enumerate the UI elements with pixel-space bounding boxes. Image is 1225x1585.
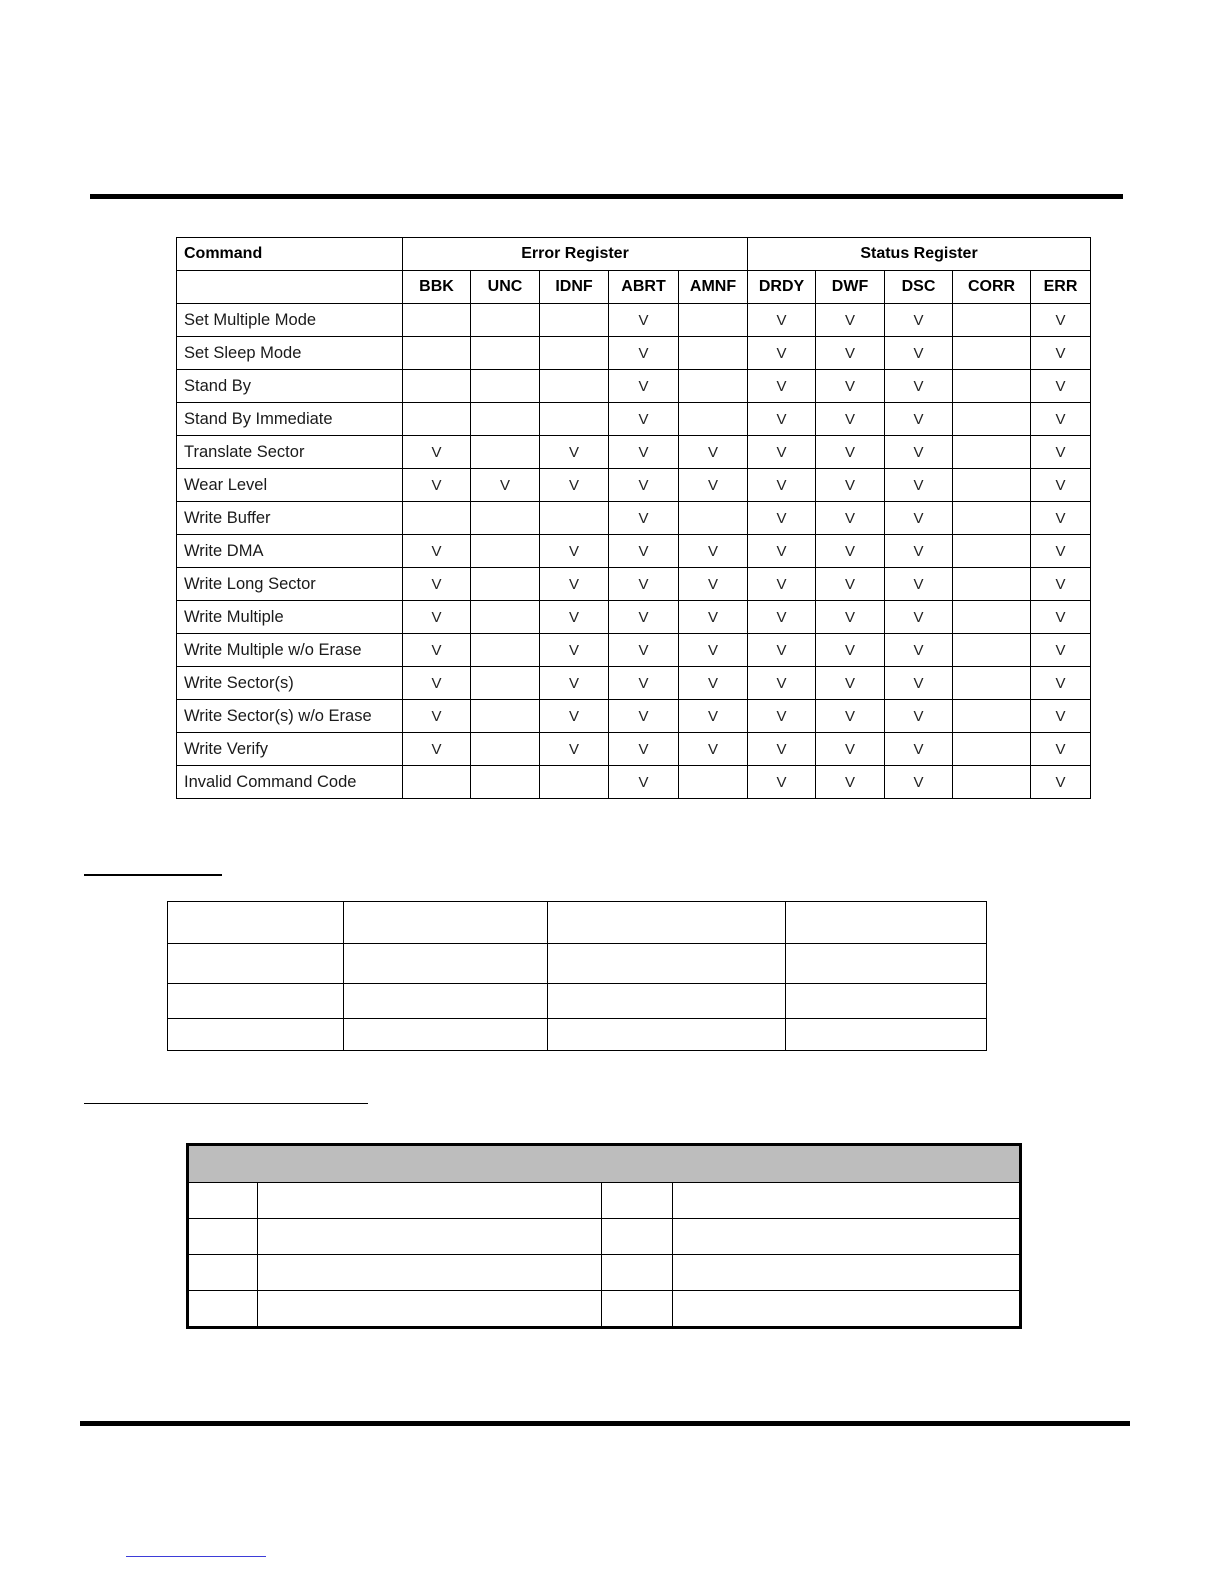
empty-boxed-table bbox=[186, 1143, 1022, 1329]
check-mark-cell: V bbox=[1031, 502, 1091, 535]
check-mark-cell bbox=[953, 502, 1031, 535]
check-mark-cell: V bbox=[885, 535, 953, 568]
check-mark-cell: V bbox=[609, 469, 679, 502]
command-name: Set Multiple Mode bbox=[177, 304, 403, 337]
check-mark-cell bbox=[953, 601, 1031, 634]
check-mark-cell: V bbox=[748, 337, 816, 370]
check-mark-cell: V bbox=[609, 337, 679, 370]
footer-link-underline[interactable] bbox=[126, 1556, 266, 1557]
table-row bbox=[177, 535, 1091, 568]
bit-header-abrt: ABRT bbox=[609, 271, 679, 304]
bit-header-unc: UNC bbox=[471, 271, 540, 304]
check-mark-cell bbox=[471, 502, 540, 535]
check-mark-cell: V bbox=[1031, 535, 1091, 568]
check-mark-cell bbox=[679, 403, 748, 436]
check-mark-cell: V bbox=[748, 733, 816, 766]
check-mark-cell bbox=[540, 766, 609, 799]
check-mark-cell: V bbox=[540, 733, 609, 766]
check-mark-cell bbox=[471, 700, 540, 733]
check-mark-cell: V bbox=[609, 502, 679, 535]
check-mark-cell: V bbox=[885, 403, 953, 436]
table-cell bbox=[673, 1255, 1021, 1291]
bit-header-bbk: BBK bbox=[403, 271, 471, 304]
check-mark-cell bbox=[953, 436, 1031, 469]
check-mark-cell: V bbox=[816, 700, 885, 733]
blank-header-cell bbox=[177, 271, 403, 304]
check-mark-cell: V bbox=[609, 766, 679, 799]
check-mark-cell: V bbox=[816, 304, 885, 337]
check-mark-cell: V bbox=[609, 535, 679, 568]
command-name: Stand By Immediate bbox=[177, 403, 403, 436]
check-mark-cell: V bbox=[816, 766, 885, 799]
check-mark-cell: V bbox=[540, 535, 609, 568]
check-mark-cell: V bbox=[748, 700, 816, 733]
check-mark-cell bbox=[540, 337, 609, 370]
check-mark-cell bbox=[403, 370, 471, 403]
check-mark-cell: V bbox=[816, 535, 885, 568]
check-mark-cell bbox=[953, 337, 1031, 370]
check-mark-cell bbox=[471, 403, 540, 436]
check-mark-cell: V bbox=[816, 634, 885, 667]
command-name: Set Sleep Mode bbox=[177, 337, 403, 370]
check-mark-cell: V bbox=[748, 667, 816, 700]
command-name: Wear Level bbox=[177, 469, 403, 502]
check-mark-cell: V bbox=[816, 436, 885, 469]
check-mark-cell: V bbox=[748, 535, 816, 568]
check-mark-cell bbox=[403, 337, 471, 370]
check-mark-cell: V bbox=[1031, 403, 1091, 436]
check-mark-cell: V bbox=[679, 601, 748, 634]
table-row bbox=[177, 337, 1091, 370]
table-cell bbox=[188, 1219, 258, 1255]
check-mark-cell bbox=[540, 370, 609, 403]
bit-header-dsc: DSC bbox=[885, 271, 953, 304]
check-mark-cell bbox=[679, 370, 748, 403]
check-mark-cell bbox=[403, 502, 471, 535]
check-mark-cell: V bbox=[540, 568, 609, 601]
check-mark-cell bbox=[953, 667, 1031, 700]
table-row bbox=[177, 502, 1091, 535]
check-mark-cell bbox=[953, 403, 1031, 436]
check-mark-cell bbox=[540, 403, 609, 436]
table-cell bbox=[673, 1183, 1021, 1219]
check-mark-cell bbox=[471, 601, 540, 634]
check-mark-cell bbox=[953, 733, 1031, 766]
check-mark-cell bbox=[471, 766, 540, 799]
check-mark-cell: V bbox=[816, 502, 885, 535]
check-mark-cell: V bbox=[885, 304, 953, 337]
check-mark-cell: V bbox=[679, 535, 748, 568]
table-cell bbox=[786, 1019, 987, 1051]
check-mark-cell: V bbox=[1031, 337, 1091, 370]
check-mark-cell bbox=[471, 337, 540, 370]
check-mark-cell bbox=[953, 568, 1031, 601]
table-cell bbox=[258, 1219, 602, 1255]
table-row bbox=[177, 568, 1091, 601]
table-header-row bbox=[188, 1145, 1021, 1183]
check-mark-cell: V bbox=[403, 568, 471, 601]
check-mark-cell bbox=[403, 304, 471, 337]
check-mark-cell: V bbox=[679, 436, 748, 469]
table-cell bbox=[168, 984, 344, 1019]
check-mark-cell: V bbox=[609, 403, 679, 436]
table-cell bbox=[602, 1255, 673, 1291]
check-mark-cell: V bbox=[403, 700, 471, 733]
check-mark-cell: V bbox=[748, 469, 816, 502]
table-cell bbox=[344, 1019, 548, 1051]
check-mark-cell: V bbox=[885, 337, 953, 370]
bit-header-idnf: IDNF bbox=[540, 271, 609, 304]
table-cell bbox=[548, 902, 786, 944]
table-header-cell bbox=[188, 1145, 1021, 1183]
check-mark-cell: V bbox=[816, 568, 885, 601]
table-cell bbox=[602, 1291, 673, 1328]
check-mark-cell bbox=[679, 502, 748, 535]
table-cell bbox=[673, 1219, 1021, 1255]
check-mark-cell: V bbox=[609, 667, 679, 700]
check-mark-cell: V bbox=[540, 700, 609, 733]
table-row bbox=[177, 667, 1091, 700]
check-mark-cell bbox=[953, 304, 1031, 337]
check-mark-cell bbox=[471, 535, 540, 568]
bit-header-err: ERR bbox=[1031, 271, 1091, 304]
check-mark-cell: V bbox=[816, 667, 885, 700]
table-row bbox=[177, 733, 1091, 766]
check-mark-cell: V bbox=[885, 502, 953, 535]
empty-table bbox=[167, 901, 987, 1051]
check-mark-cell: V bbox=[885, 568, 953, 601]
table-cell bbox=[548, 1019, 786, 1051]
check-mark-cell: V bbox=[609, 436, 679, 469]
table-cell bbox=[602, 1219, 673, 1255]
check-mark-cell: V bbox=[885, 469, 953, 502]
table-cell bbox=[548, 984, 786, 1019]
check-mark-cell bbox=[403, 766, 471, 799]
check-mark-cell: V bbox=[540, 634, 609, 667]
table-cell bbox=[168, 944, 344, 984]
check-mark-cell: V bbox=[609, 568, 679, 601]
command-header: Command bbox=[177, 238, 403, 271]
check-mark-cell: V bbox=[748, 370, 816, 403]
table-row bbox=[177, 601, 1091, 634]
check-mark-cell: V bbox=[403, 733, 471, 766]
command-name: Write Sector(s) bbox=[177, 667, 403, 700]
check-mark-cell: V bbox=[816, 337, 885, 370]
table-row bbox=[177, 370, 1091, 403]
table-row bbox=[177, 436, 1091, 469]
check-mark-cell: V bbox=[748, 502, 816, 535]
check-mark-cell: V bbox=[816, 403, 885, 436]
check-mark-cell: V bbox=[609, 370, 679, 403]
table-row bbox=[168, 902, 987, 944]
table-row bbox=[188, 1291, 1021, 1328]
check-mark-cell: V bbox=[679, 634, 748, 667]
check-mark-cell: V bbox=[1031, 436, 1091, 469]
check-mark-cell: V bbox=[679, 568, 748, 601]
bit-header-corr: CORR bbox=[953, 271, 1031, 304]
check-mark-cell bbox=[679, 766, 748, 799]
table-row bbox=[177, 469, 1091, 502]
check-mark-cell: V bbox=[540, 601, 609, 634]
check-mark-cell: V bbox=[1031, 601, 1091, 634]
check-mark-cell bbox=[403, 403, 471, 436]
check-mark-cell bbox=[953, 766, 1031, 799]
bit-header-amnf: AMNF bbox=[679, 271, 748, 304]
table-row bbox=[168, 1019, 987, 1051]
check-mark-cell: V bbox=[885, 733, 953, 766]
table-cell bbox=[344, 984, 548, 1019]
check-mark-cell: V bbox=[609, 700, 679, 733]
table-row bbox=[168, 984, 987, 1019]
check-mark-cell bbox=[540, 502, 609, 535]
table-row bbox=[177, 700, 1091, 733]
check-mark-cell: V bbox=[748, 766, 816, 799]
table-row bbox=[168, 944, 987, 984]
check-mark-cell: V bbox=[403, 634, 471, 667]
check-mark-cell bbox=[471, 370, 540, 403]
check-mark-cell: V bbox=[471, 469, 540, 502]
check-mark-cell: V bbox=[403, 535, 471, 568]
table-cell bbox=[168, 902, 344, 944]
check-mark-cell: V bbox=[885, 766, 953, 799]
bit-header-dwf: DWF bbox=[816, 271, 885, 304]
table-row bbox=[177, 634, 1091, 667]
check-mark-cell: V bbox=[748, 634, 816, 667]
table-cell bbox=[168, 1019, 344, 1051]
check-mark-cell: V bbox=[1031, 700, 1091, 733]
command-name: Stand By bbox=[177, 370, 403, 403]
check-mark-cell: V bbox=[1031, 469, 1091, 502]
table-cell bbox=[188, 1291, 258, 1328]
check-mark-cell: V bbox=[540, 667, 609, 700]
check-mark-cell: V bbox=[885, 601, 953, 634]
table-cell bbox=[673, 1291, 1021, 1328]
command-name: Write Multiple w/o Erase bbox=[177, 634, 403, 667]
check-mark-cell: V bbox=[540, 469, 609, 502]
check-mark-cell: V bbox=[609, 733, 679, 766]
command-name: Write DMA bbox=[177, 535, 403, 568]
command-name: Translate Sector bbox=[177, 436, 403, 469]
check-mark-cell bbox=[540, 304, 609, 337]
check-mark-cell: V bbox=[885, 634, 953, 667]
check-mark-cell bbox=[471, 568, 540, 601]
table-row bbox=[177, 304, 1091, 337]
check-mark-cell bbox=[953, 469, 1031, 502]
error-status-table bbox=[176, 237, 1091, 799]
check-mark-cell: V bbox=[748, 436, 816, 469]
check-mark-cell: V bbox=[816, 733, 885, 766]
section-underline bbox=[84, 874, 222, 876]
check-mark-cell: V bbox=[748, 601, 816, 634]
check-mark-cell: V bbox=[748, 304, 816, 337]
table-cell bbox=[258, 1291, 602, 1328]
table-row bbox=[188, 1183, 1021, 1219]
check-mark-cell bbox=[471, 634, 540, 667]
check-mark-cell bbox=[679, 304, 748, 337]
check-mark-cell: V bbox=[609, 634, 679, 667]
check-mark-cell: V bbox=[609, 304, 679, 337]
check-mark-cell bbox=[471, 733, 540, 766]
check-mark-cell: V bbox=[885, 667, 953, 700]
check-mark-cell bbox=[471, 667, 540, 700]
check-mark-cell: V bbox=[748, 403, 816, 436]
table-row bbox=[177, 403, 1091, 436]
check-mark-cell: V bbox=[679, 469, 748, 502]
check-mark-cell: V bbox=[885, 700, 953, 733]
bit-header-drdy: DRDY bbox=[748, 271, 816, 304]
check-mark-cell: V bbox=[885, 370, 953, 403]
check-mark-cell: V bbox=[1031, 568, 1091, 601]
error-table-body bbox=[177, 304, 1091, 799]
check-mark-cell bbox=[953, 634, 1031, 667]
check-mark-cell: V bbox=[540, 436, 609, 469]
table-row bbox=[177, 766, 1091, 799]
table-cell bbox=[188, 1183, 258, 1219]
command-name: Write Buffer bbox=[177, 502, 403, 535]
check-mark-cell bbox=[471, 436, 540, 469]
check-mark-cell: V bbox=[816, 469, 885, 502]
check-mark-cell: V bbox=[1031, 370, 1091, 403]
table-cell bbox=[548, 944, 786, 984]
table-row bbox=[188, 1219, 1021, 1255]
command-name: Write Verify bbox=[177, 733, 403, 766]
check-mark-cell: V bbox=[403, 667, 471, 700]
table-cell bbox=[786, 984, 987, 1019]
check-mark-cell: V bbox=[1031, 634, 1091, 667]
table-cell bbox=[258, 1255, 602, 1291]
command-name: Write Sector(s) w/o Erase bbox=[177, 700, 403, 733]
table-cell bbox=[344, 902, 548, 944]
check-mark-cell bbox=[953, 700, 1031, 733]
check-mark-cell bbox=[679, 337, 748, 370]
check-mark-cell: V bbox=[403, 601, 471, 634]
check-mark-cell: V bbox=[403, 469, 471, 502]
command-name: Write Long Sector bbox=[177, 568, 403, 601]
command-name: Write Multiple bbox=[177, 601, 403, 634]
check-mark-cell: V bbox=[679, 733, 748, 766]
group-header-row bbox=[177, 238, 1091, 271]
check-mark-cell: V bbox=[816, 370, 885, 403]
check-mark-cell: V bbox=[679, 667, 748, 700]
table-cell bbox=[602, 1183, 673, 1219]
check-mark-cell: V bbox=[609, 601, 679, 634]
check-mark-cell: V bbox=[1031, 766, 1091, 799]
check-mark-cell: V bbox=[679, 700, 748, 733]
command-name: Invalid Command Code bbox=[177, 766, 403, 799]
check-mark-cell bbox=[953, 535, 1031, 568]
section-underline bbox=[84, 1103, 368, 1104]
table-cell bbox=[258, 1183, 602, 1219]
check-mark-cell: V bbox=[1031, 667, 1091, 700]
table-row bbox=[188, 1255, 1021, 1291]
check-mark-cell bbox=[471, 304, 540, 337]
bit-header-row bbox=[177, 271, 1091, 304]
bottom-rule bbox=[80, 1421, 1130, 1426]
check-mark-cell: V bbox=[748, 568, 816, 601]
check-mark-cell: V bbox=[885, 436, 953, 469]
table-cell bbox=[786, 902, 987, 944]
table-cell bbox=[188, 1255, 258, 1291]
check-mark-cell: V bbox=[1031, 733, 1091, 766]
table-cell bbox=[786, 944, 987, 984]
table-cell bbox=[344, 944, 548, 984]
status-register-header: Status Register bbox=[748, 238, 1091, 271]
check-mark-cell bbox=[953, 370, 1031, 403]
check-mark-cell: V bbox=[816, 601, 885, 634]
check-mark-cell: V bbox=[403, 436, 471, 469]
error-register-header: Error Register bbox=[403, 238, 748, 271]
top-rule bbox=[90, 194, 1123, 199]
check-mark-cell: V bbox=[1031, 304, 1091, 337]
